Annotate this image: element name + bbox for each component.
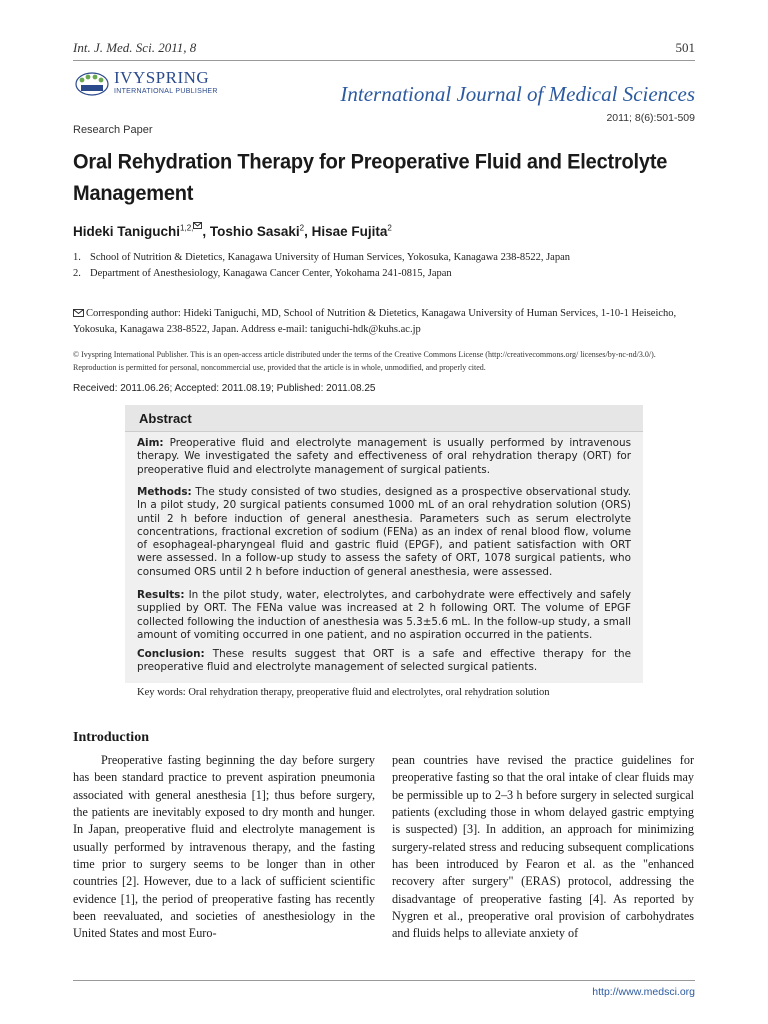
- abstract-text: The study consisted of two studies, designed as a prospective observational study. In a pilot study, 20 surgical patients consumed 1000 mL of an oral rehydration solution (ORS) until 2 h before induction of general anesthesia. Parameters such as serum electrolyte concentrations, fractional excretion of sodium (FENa) as an index of renal blood flow, volume of esophageal-pharyngeal fluid and gastric fluid (EPGF), and patient satisfaction with ORT were assessed. In a follow-up study to assess the safety of ORT, 1078 surgical patients, who consumed ORS until 2 h before induction of general anesthesia, were assessed.: [137, 486, 631, 578]
- journal-title: International Journal of Medical Sciences: [340, 82, 695, 106]
- header-rule: [73, 60, 695, 61]
- abstract-heading: Abstract: [139, 411, 192, 426]
- abstract-text: These results suggest that ORT is a safe and effective therapy for the preoperative fluid and electrolyte management of selected surgical patients.: [137, 648, 631, 674]
- author-affiliation-mark: 2: [387, 223, 392, 233]
- ivyspring-logo-icon: [74, 70, 110, 98]
- affiliation: [73, 268, 695, 279]
- abstract-methods: [137, 486, 631, 579]
- citation: 2011; 8(6):501-509: [606, 112, 695, 124]
- envelope-icon: [193, 222, 202, 229]
- abstract-label: Conclusion:: [137, 648, 205, 660]
- abstract-results: [137, 589, 631, 642]
- author-name: Hisae Fujita: [311, 224, 388, 239]
- abstract-text: Preoperative fluid and electrolyte management is usually performed by intravenous therapy. We investigated the safety and effectiveness of oral rehydration therapy (ORT) for preoperative fluid and electrolyte management of surgical patients.: [137, 437, 631, 476]
- affiliation-number: 2.: [73, 268, 81, 279]
- envelope-icon: [73, 309, 84, 317]
- article-title: Oral Rehydration Therapy for Preoperative Fluid and Electrolyte Management: [73, 150, 668, 206]
- abstract-label: Methods:: [137, 486, 192, 498]
- author-list: Hideki Taniguchi$^{1,2,}$ , Toshio Sasaki$^2$, Hisae Fujita$^2$: [73, 223, 392, 239]
- affiliation-text: Department of Anesthesiology, Kanagawa Cancer Center, Yokohama 241-0815, Japan: [90, 268, 452, 279]
- body-column-left: Preoperative fasting beginning the day before surgery has been standard practice to prevent aspiration pneumonia associated with general anesthesia [1]; thus before surgery, the patients are inevitably exposed to dry month and hunger. In Japan, preoperative fluid and electrolyte management is usually performed by intravenous therapy, and the fasting time prior to surgery seems to be longer than in other countries [2]. However, due to a lack of sufficient scientific evidence [1], the period of preoperative fasting has recently been reevaluated, and societies of anesthesiology in the United States and most Euro-: [73, 753, 375, 941]
- footer-rule: [73, 980, 695, 981]
- abstract-body: [125, 431, 643, 683]
- author-affiliation-mark: 2: [299, 223, 305, 233]
- publisher-logo: [74, 68, 264, 102]
- license-notice: © Ivyspring International Publisher. This is an open-access article distributed under the terms of the Creative Commons License (http://creativecommons.org/ licenses/by-nc-nd/3.0/). Reproduction is permitted for personal, noncommercial use, provided that the article is in whole, unmodified, and properly cited.: [73, 350, 656, 372]
- section-heading: Introduction: [73, 730, 149, 745]
- publication-dates: Received: 2011.06.26; Accepted: 2011.08.19; Published: 2011.08.25: [73, 383, 376, 394]
- abstract-label: Aim:: [137, 437, 164, 449]
- journal-url-link[interactable]: http://www.medsci.org: [592, 986, 695, 998]
- abstract-label: Results:: [137, 589, 185, 601]
- affiliation: [73, 252, 695, 263]
- affiliation-number: 1.: [73, 252, 81, 263]
- abstract-text: In the pilot study, water, electrolytes, and carbohydrate were effectively and safely supplied by ORT. The FENa value was increased at 2 h following ORT. The volume of EPGF collected following the induction of anesthesia was 5.3±5.6 mL. In the follow-up study, a small amount of vomiting occurred in one patient, and no aspiration occurred in the patients.: [137, 589, 631, 641]
- author-name: Toshio Sasaki: [209, 224, 300, 239]
- journal-running-head: Int. J. Med. Sci. 2011, 8: [73, 40, 197, 55]
- page-number: 501: [675, 40, 695, 55]
- affiliation-text: School of Nutrition & Dietetics, Kanagawa University of Human Services, Yokosuka, Kanagawa 238-8522, Japan: [90, 252, 570, 263]
- article-type: Research Paper: [73, 124, 153, 136]
- publisher-name: IVYSPRING: [114, 68, 210, 87]
- abstract-header: [125, 405, 643, 431]
- corresponding-text: Corresponding author: Hideki Taniguchi, MD, School of Nutrition & Dietetics, Kanagawa University of Human Services, 1-10-1 Heiseicho, Yokosuka, Kanagawa 238-8522, Japan. Address e-mail: taniguchi-hdk@kuhs.ac.jp: [73, 308, 677, 335]
- corresponding-author: [73, 306, 695, 338]
- abstract-conclusion: [137, 648, 631, 675]
- author-name: Hideki Taniguchi: [73, 224, 181, 239]
- abstract-aim: [137, 437, 631, 477]
- keywords: Key words: Oral rehydration therapy, preoperative fluid and electrolytes, oral rehydration solution: [137, 687, 550, 698]
- body-column-right: pean countries have revised the practice guidelines for preoperative fasting so that the oral intake of clear fluids may be permissible up to 2–3 h before surgery in selected surgical patients (excluding those in whom delayed gastric emptying is suspected) [3]. In addition, an approach for minimizing surgery-related stress and reducing subsequent complications has been introduced by Fearon et al. as the "enhanced recovery after surgery" (ERAS) protocol, addressing the disadvantage of preoperative fasting [4]. As reported by Nygren et al., preoperative oral provision of carbohydrates and fluids helps to alleviate anxiety of: [392, 753, 694, 941]
- author-affiliation-mark: 1,2,: [180, 223, 194, 233]
- publisher-subtitle: INTERNATIONAL PUBLISHER: [114, 88, 218, 95]
